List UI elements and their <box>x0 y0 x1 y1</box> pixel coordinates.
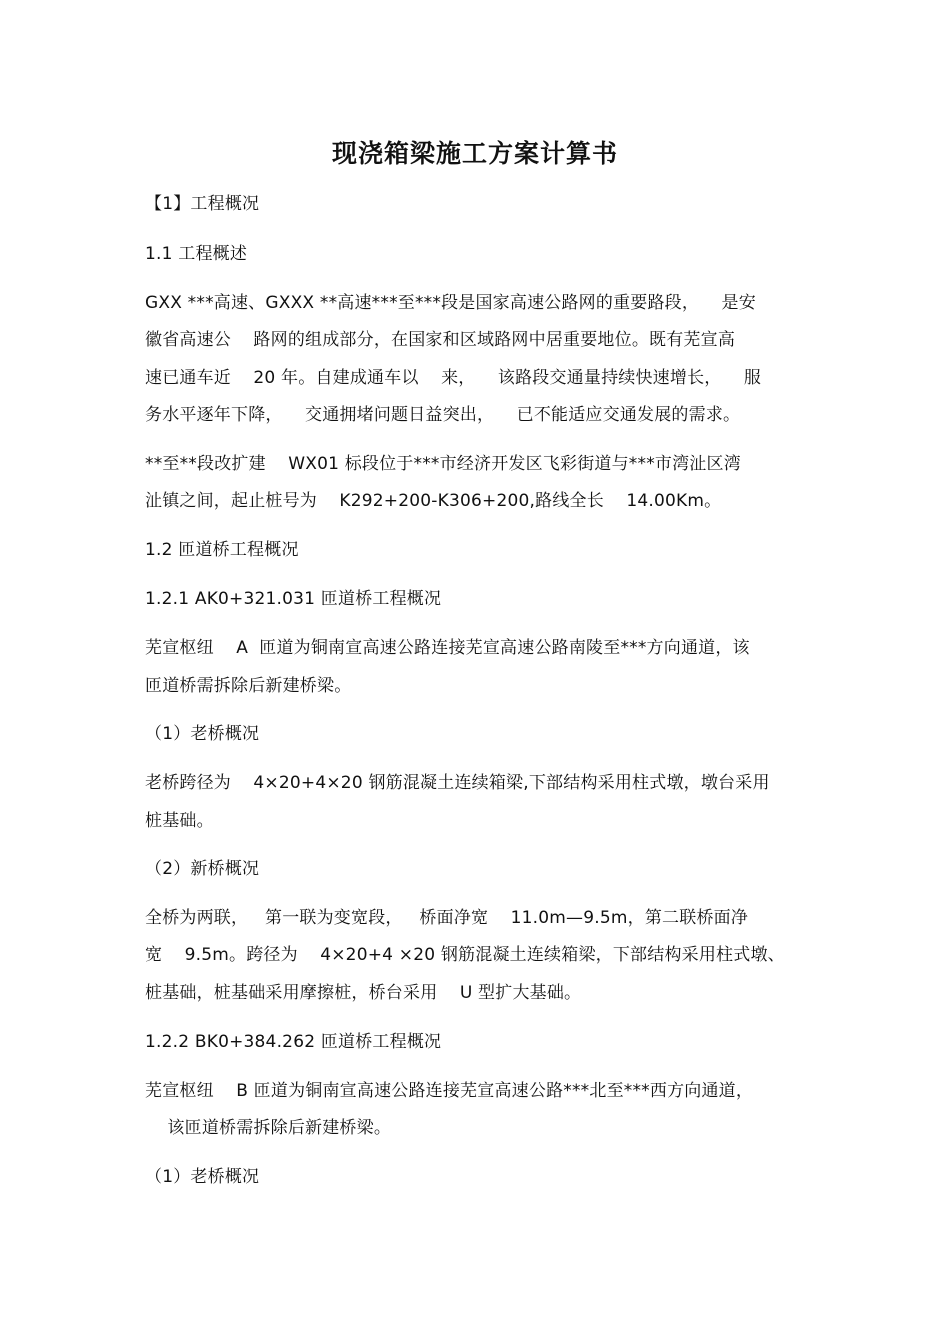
paragraph-line: 匝道桥需拆除后新建桥梁。 <box>145 676 352 696</box>
subsection-heading: 1.1 工程概述 <box>145 244 248 264</box>
paragraph-line: 宽 9.5m。跨径为 4×20+4 ×20 钢筋混凝土连续箱梁，下部结构采用柱式墩、 <box>145 945 785 965</box>
subsection-heading: 1.2.2 BK0+384.262 匝道桥工程概况 <box>145 1032 442 1052</box>
subsection-heading: 1.2 匝道桥工程概况 <box>145 540 299 560</box>
paragraph-line: 桩基础，桩基础采用摩擦桩，桥台采用 U 型扩大基础。 <box>145 983 582 1003</box>
section-heading: 【1】工程概况 <box>145 194 260 214</box>
paragraph-line: 全桥为两联， 第一联为变宽段， 桥面净宽 11.0m—9.5m，第二联桥面净 <box>145 908 749 928</box>
paragraph-line: 徽省高速公 路网的组成部分，在国家和区域路网中居重要地位。既有芜宣高 <box>145 330 736 350</box>
item-heading: （1）老桥概况 <box>145 724 260 744</box>
item-heading: （1）老桥概况 <box>145 1167 260 1187</box>
paragraph-line: GXX ***高速、GXXX **高速***至***段是国家高速公路网的重要路段， 是安 <box>145 293 756 313</box>
paragraph-line: 桩基础。 <box>145 811 214 831</box>
document-title: 现浇箱梁施工方案计算书 <box>331 139 618 168</box>
paragraph-line: 该匝道桥需拆除后新建桥梁。 <box>145 1118 392 1138</box>
paragraph-line: 沚镇之间，起止桩号为 K292+200-K306+200,路线全长 14.00Km。 <box>145 491 722 511</box>
subsection-heading: 1.2.1 AK0+321.031 匝道桥工程概况 <box>145 589 442 609</box>
paragraph-line: 速已通车近 20 年。自建成通车以 来， 该路段交通量持续快速增长， 服 <box>145 368 762 388</box>
paragraph-line: **至**段改扩建 WX01 标段位于***市经济开发区飞彩街道与***市湾沚区湾 <box>145 454 741 474</box>
paragraph-line: 芜宣枢纽 A 匝道为铜南宣高速公路连接芜宣高速公路南陵至***方向通道，该 <box>145 638 750 658</box>
item-heading: （2）新桥概况 <box>145 859 260 879</box>
paragraph-line: 务水平逐年下降， 交通拥堵问题日益突出， 已不能适应交通发展的需求。 <box>145 405 741 425</box>
paragraph-line: 芜宣枢纽 B 匝道为铜南宣高速公路连接芜宣高速公路***北至***西方向通道， <box>145 1081 754 1101</box>
paragraph-line: 老桥跨径为 4×20+4×20 钢筋混凝土连续箱梁,下部结构采用柱式墩，墩台采用 <box>145 773 770 793</box>
